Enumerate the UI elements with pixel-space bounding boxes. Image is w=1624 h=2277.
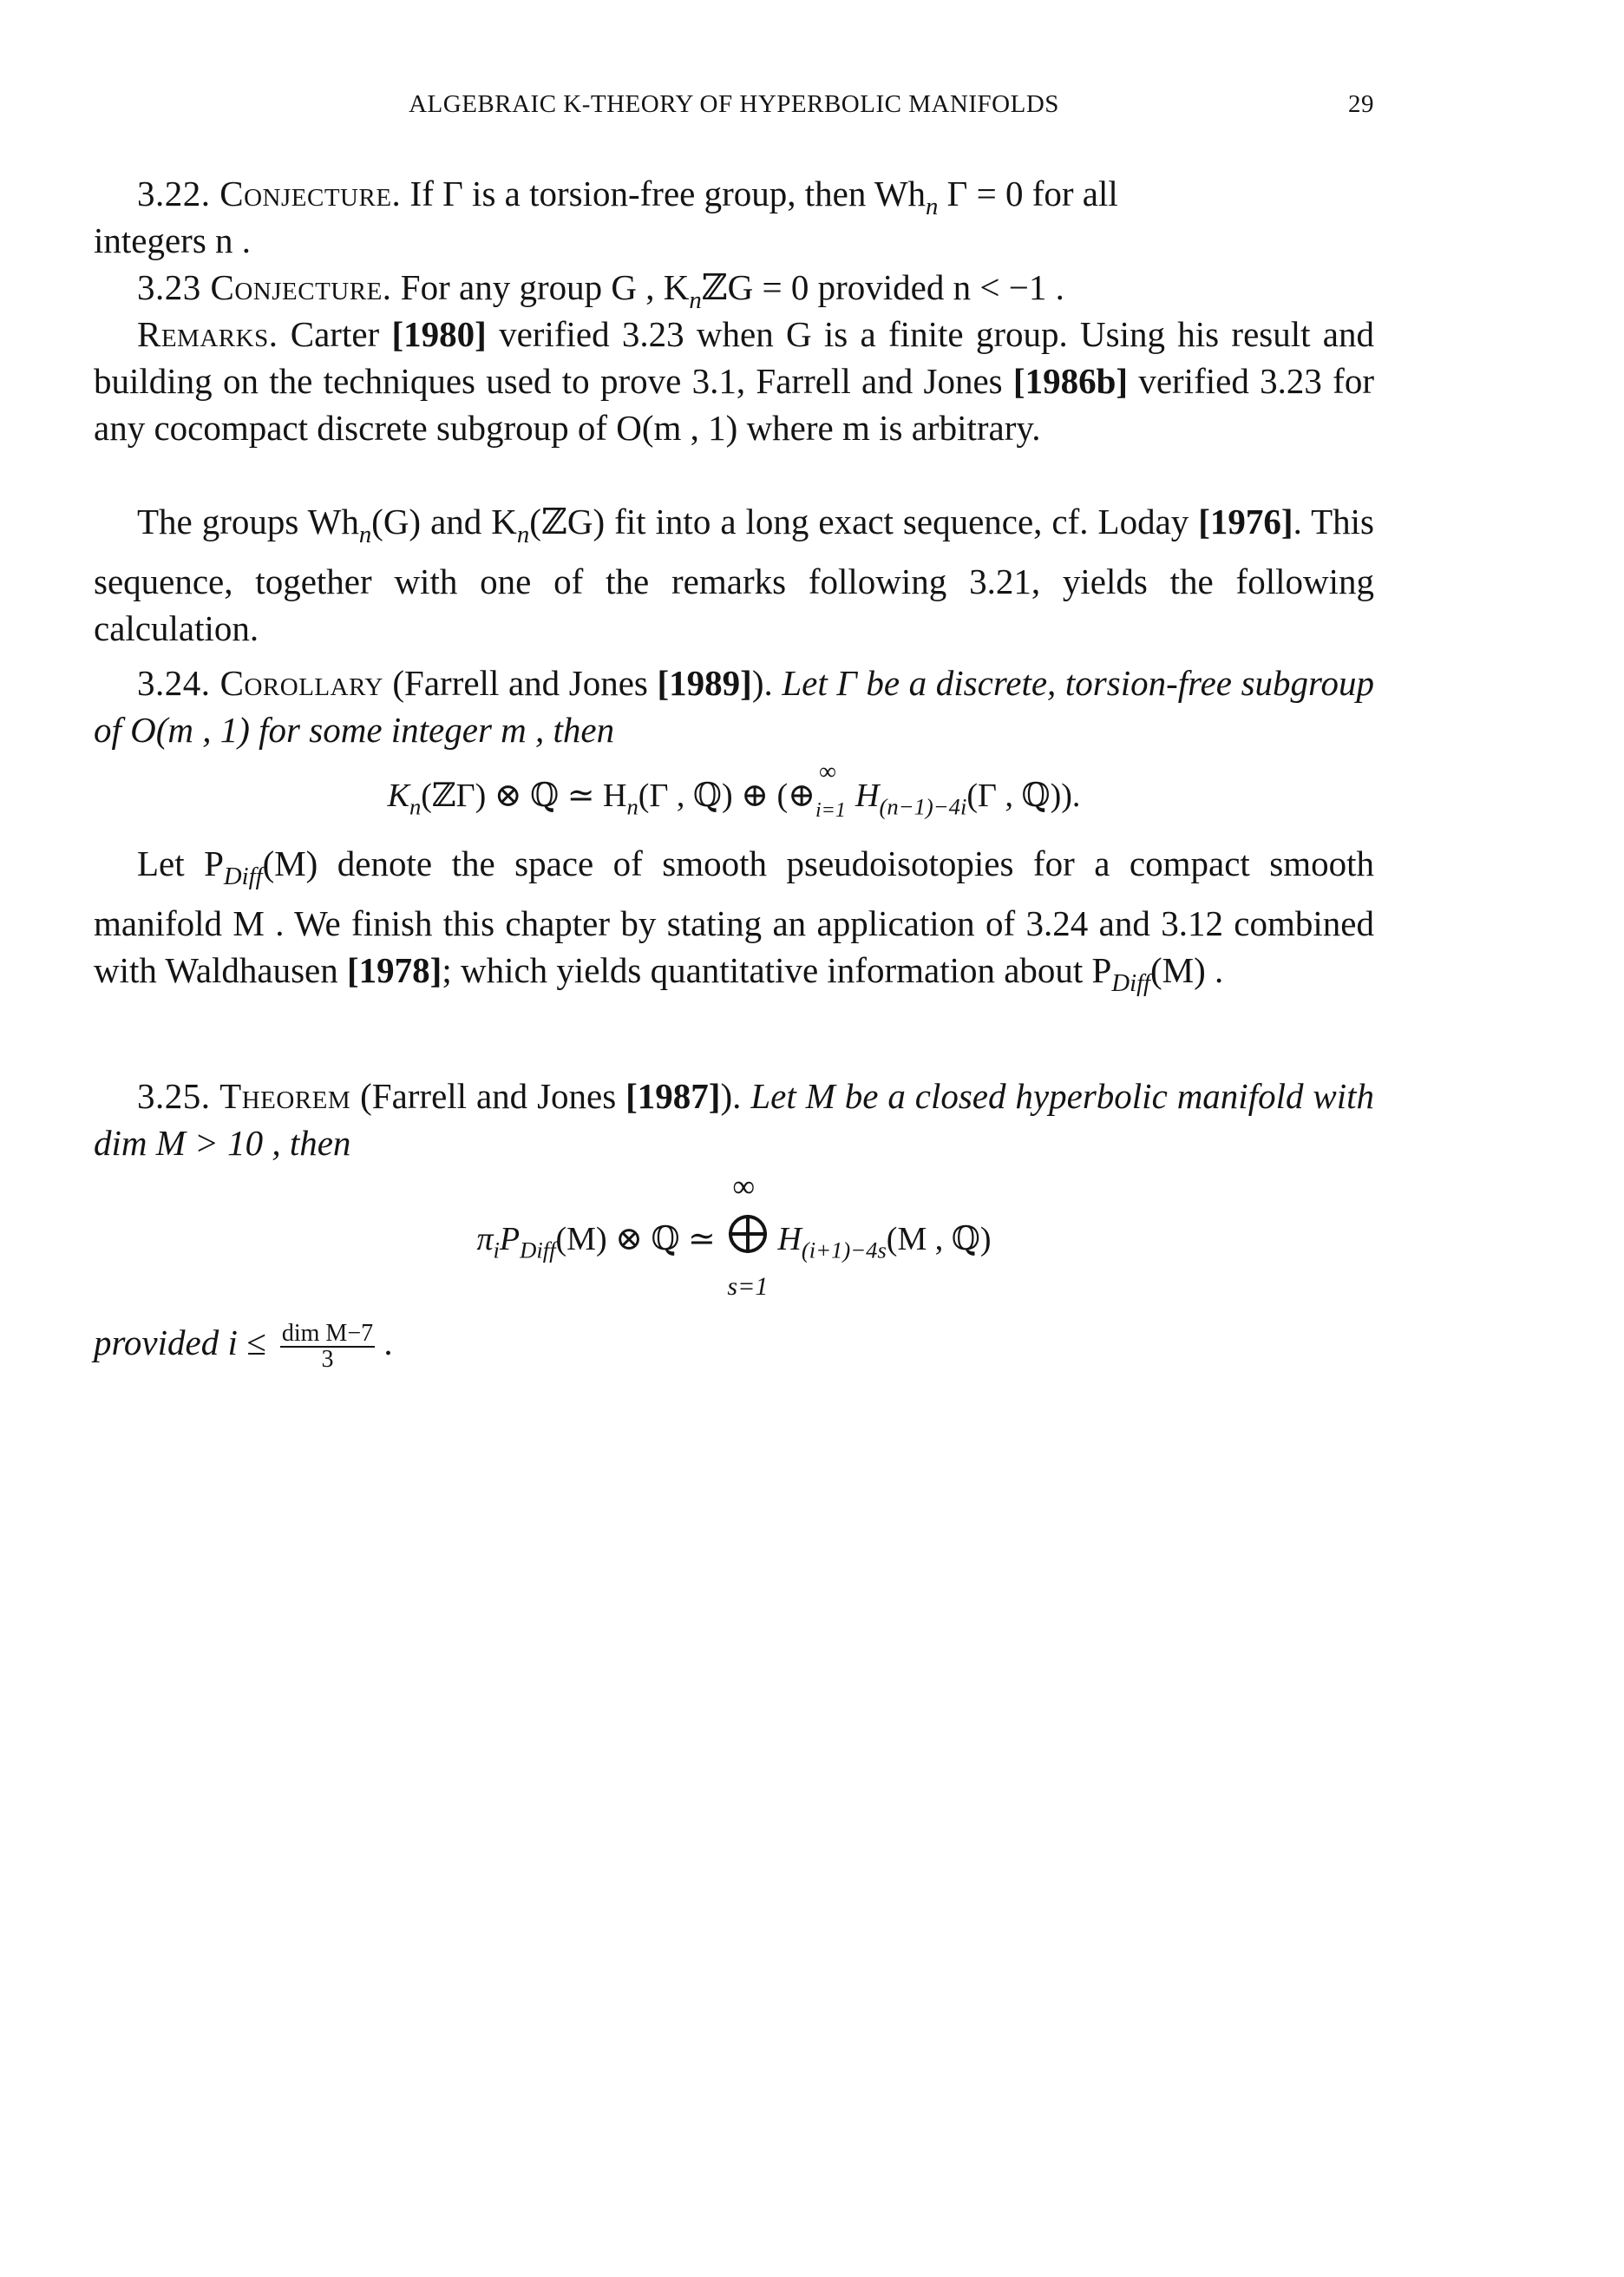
- formula-subscript: i: [493, 1237, 500, 1263]
- proviso-line: [94, 1319, 1374, 1372]
- conjecture-text: If Γ is a torsion-free group, then Wh: [409, 174, 927, 213]
- fraction-numerator: dim M−7: [281, 1319, 374, 1347]
- remarks-text: verified 3.23 when G is a finite group. Using his result and building on the techniques used to prove 3.1, Farrell and Jones: [94, 314, 1374, 401]
- citation: [1980]: [391, 314, 487, 354]
- remarks-label: Remarks.: [137, 314, 278, 354]
- oplus-vbar: [746, 1215, 750, 1253]
- subscript: n: [926, 193, 939, 221]
- conjecture-text-end: Γ = 0 for all: [938, 174, 1118, 213]
- running-header: [94, 90, 1374, 128]
- conjecture-label: 3.22. Conjecture.: [137, 174, 402, 213]
- corollary-attribution: (Farrell and Jones: [383, 663, 658, 703]
- formula-subscript: n: [409, 793, 422, 820]
- paragraph-text: (G) and K: [371, 502, 517, 541]
- conjecture-3-22-line2: [94, 217, 1374, 264]
- theorem-3-25: [94, 1073, 1374, 1166]
- formula-part: (M) ⊗ ℚ ≃: [555, 1221, 716, 1257]
- paragraph-text: The groups Wh: [137, 502, 359, 541]
- citation: [1976]: [1198, 502, 1293, 541]
- formula-part: (ℤΓ) ⊗ ℚ ≃ H: [421, 778, 627, 814]
- running-title: ALGEBRAIC K-THEORY OF HYPERBOLIC MANIFOLDS: [409, 90, 1059, 118]
- conjecture-text: For any group G , K: [400, 267, 690, 307]
- corollary-statement: Let Γ be a discrete, torsion-free subgroup of O(m , 1) for some integer m , then: [94, 663, 1374, 750]
- formula-subscript: Diff: [520, 1237, 556, 1263]
- corollary-label: 3.24. Corollary: [137, 663, 383, 703]
- formula-part: (M , ℚ): [886, 1221, 992, 1257]
- paragraph-text: . This sequence, together with one of the remarks following 3.21, yields the following calculation.: [94, 502, 1374, 649]
- remarks-text: verified 3.23 for any cocompact discrete subgroup of O(m , 1) where m is arbitrary.: [94, 361, 1374, 448]
- citation: [1986b]: [1012, 361, 1129, 401]
- paragraph-text: (ℤG) fit into a long exact sequence, cf. Loday: [529, 502, 1199, 541]
- corollary-3-24: [94, 659, 1374, 753]
- formula-subscript: (n−1)−4i: [879, 793, 967, 820]
- theorem-attribution: (Farrell and Jones: [350, 1076, 626, 1116]
- subscript: n: [358, 521, 372, 549]
- operator-lower-limit: s=1: [727, 1272, 769, 1301]
- subscript: n: [516, 521, 530, 549]
- fraction: [280, 1319, 375, 1373]
- formula-part: (Γ , ℚ) ⊕ (⊕: [638, 778, 816, 814]
- sum-limits: [815, 758, 855, 822]
- paragraph-text: Let P: [137, 843, 224, 883]
- subscript: Diff: [223, 863, 263, 891]
- conjecture-text-line2: integers n .: [94, 220, 252, 260]
- citation: [1989]: [657, 663, 752, 703]
- corollary-attribution-end: ).: [751, 663, 783, 703]
- formula-part: (Γ , ℚ)).: [966, 778, 1081, 814]
- page-number: 29: [1348, 90, 1374, 118]
- paragraph-text: (M) .: [1150, 950, 1224, 991]
- theorem-statement: Let M be a closed hyperbolic manifold with dim M > 10 , then: [94, 1076, 1375, 1163]
- formula-subscript: i=1: [815, 799, 846, 822]
- proviso-end: .: [375, 1322, 393, 1362]
- formula-subscript: n: [626, 793, 638, 820]
- subscript: n: [689, 286, 702, 315]
- operator-upper-limit: ∞: [732, 1169, 756, 1204]
- formula-3-24: [94, 758, 1374, 830]
- theorem-label: 3.25. Theorem: [137, 1076, 351, 1116]
- formula-part: P: [499, 1221, 521, 1257]
- subscript: Diff: [1111, 969, 1151, 998]
- citation: [1978]: [347, 950, 442, 991]
- conjecture-label: 3.23 Conjecture.: [137, 267, 392, 307]
- theorem-attribution-end: ).: [720, 1076, 751, 1116]
- formula-superscript: ∞: [819, 758, 836, 785]
- paragraph-text: (M) denote the space of smooth pseudoisotopies for a compact smooth manifold M . We finish this chapter by stating an application of 3.24 and 3.12 combined with Waldhausen: [94, 843, 1374, 991]
- direct-sum-operator: [727, 1169, 774, 1301]
- conjecture-text-end: ℤG = 0 provided n < −1 .: [701, 267, 1064, 307]
- groups-paragraph: [94, 498, 1374, 652]
- pdiff-paragraph: [94, 840, 1374, 1007]
- formula-part: K: [387, 778, 409, 814]
- remarks-paragraph: [94, 311, 1374, 451]
- formula-part: π: [476, 1221, 494, 1257]
- paragraph-text: ; which yields quantitative information about P: [442, 950, 1112, 991]
- proviso-text: provided i ≤: [94, 1322, 266, 1362]
- formula-3-25: [94, 1169, 1374, 1301]
- formula-part: H: [777, 1221, 802, 1257]
- formula-part: H: [855, 778, 880, 814]
- remarks-text: Carter: [278, 314, 392, 354]
- formula-subscript: (i+1)−4s: [801, 1237, 887, 1263]
- fraction-denominator: 3: [321, 1345, 334, 1373]
- citation: [1987]: [625, 1076, 721, 1116]
